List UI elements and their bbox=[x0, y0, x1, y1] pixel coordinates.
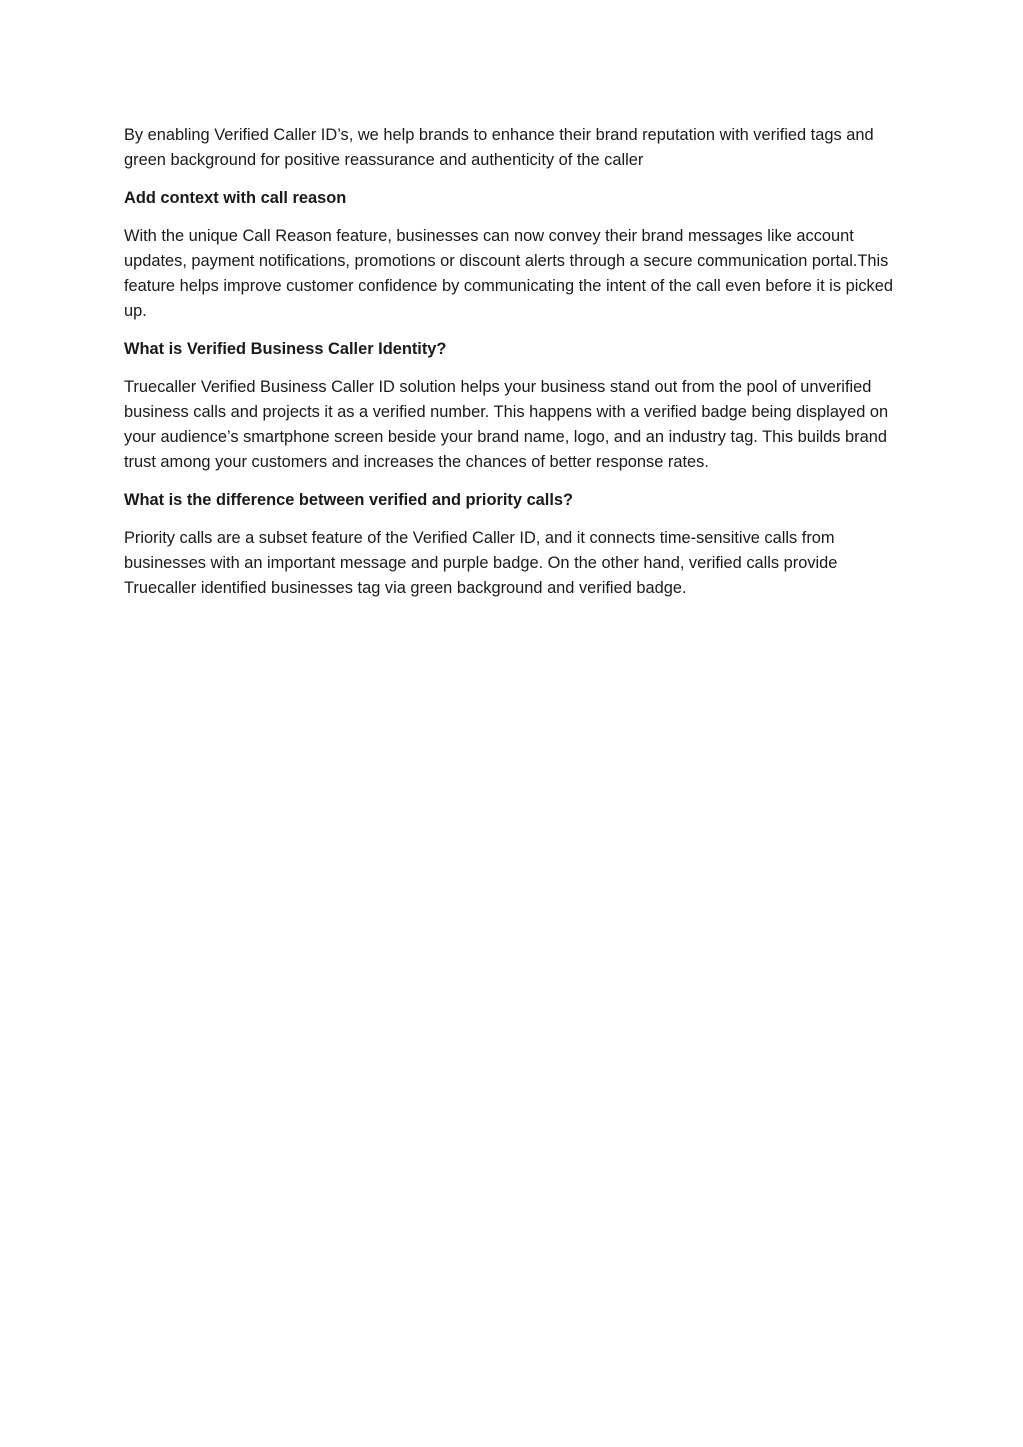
section-body-call-reason: With the unique Call Reason feature, businesses can now convey their brand messages like account updates, payment notifications, promotions or discount alerts through a secure communication portal.This feature helps improve customer confidence by communicating the intent of the call even before it is picked up. bbox=[124, 227, 893, 320]
section-body-verified-vs-priority: Priority calls are a subset feature of the Verified Caller ID, and it connects time-sensitive calls from businesses with an important message and purple badge. On the other hand, verified calls provide Truecaller identified businesses tag via green background and verified badge. bbox=[124, 529, 838, 597]
intro-paragraph: By enabling Verified Caller ID’s, we help brands to enhance their brand reputation with verified tags and green background for positive reassurance and authenticity of the caller bbox=[124, 126, 874, 169]
section-heading-verified-business-caller: What is Verified Business Caller Identity? bbox=[124, 340, 447, 358]
section-heading-verified-vs-priority: What is the difference between verified and priority calls? bbox=[124, 491, 574, 509]
section-heading-call-reason: Add context with call reason bbox=[124, 189, 347, 207]
document-content bbox=[124, 123, 902, 614]
section-body-verified-business-caller: Truecaller Verified Business Caller ID solution helps your business stand out from the pool of unverified business calls and projects it as a verified number. This happens with a verified badge being displayed on your audience’s smartphone screen beside your brand name, logo, and an industry tag. This builds brand trust among your customers and increases the chances of better response rates. bbox=[124, 378, 889, 471]
